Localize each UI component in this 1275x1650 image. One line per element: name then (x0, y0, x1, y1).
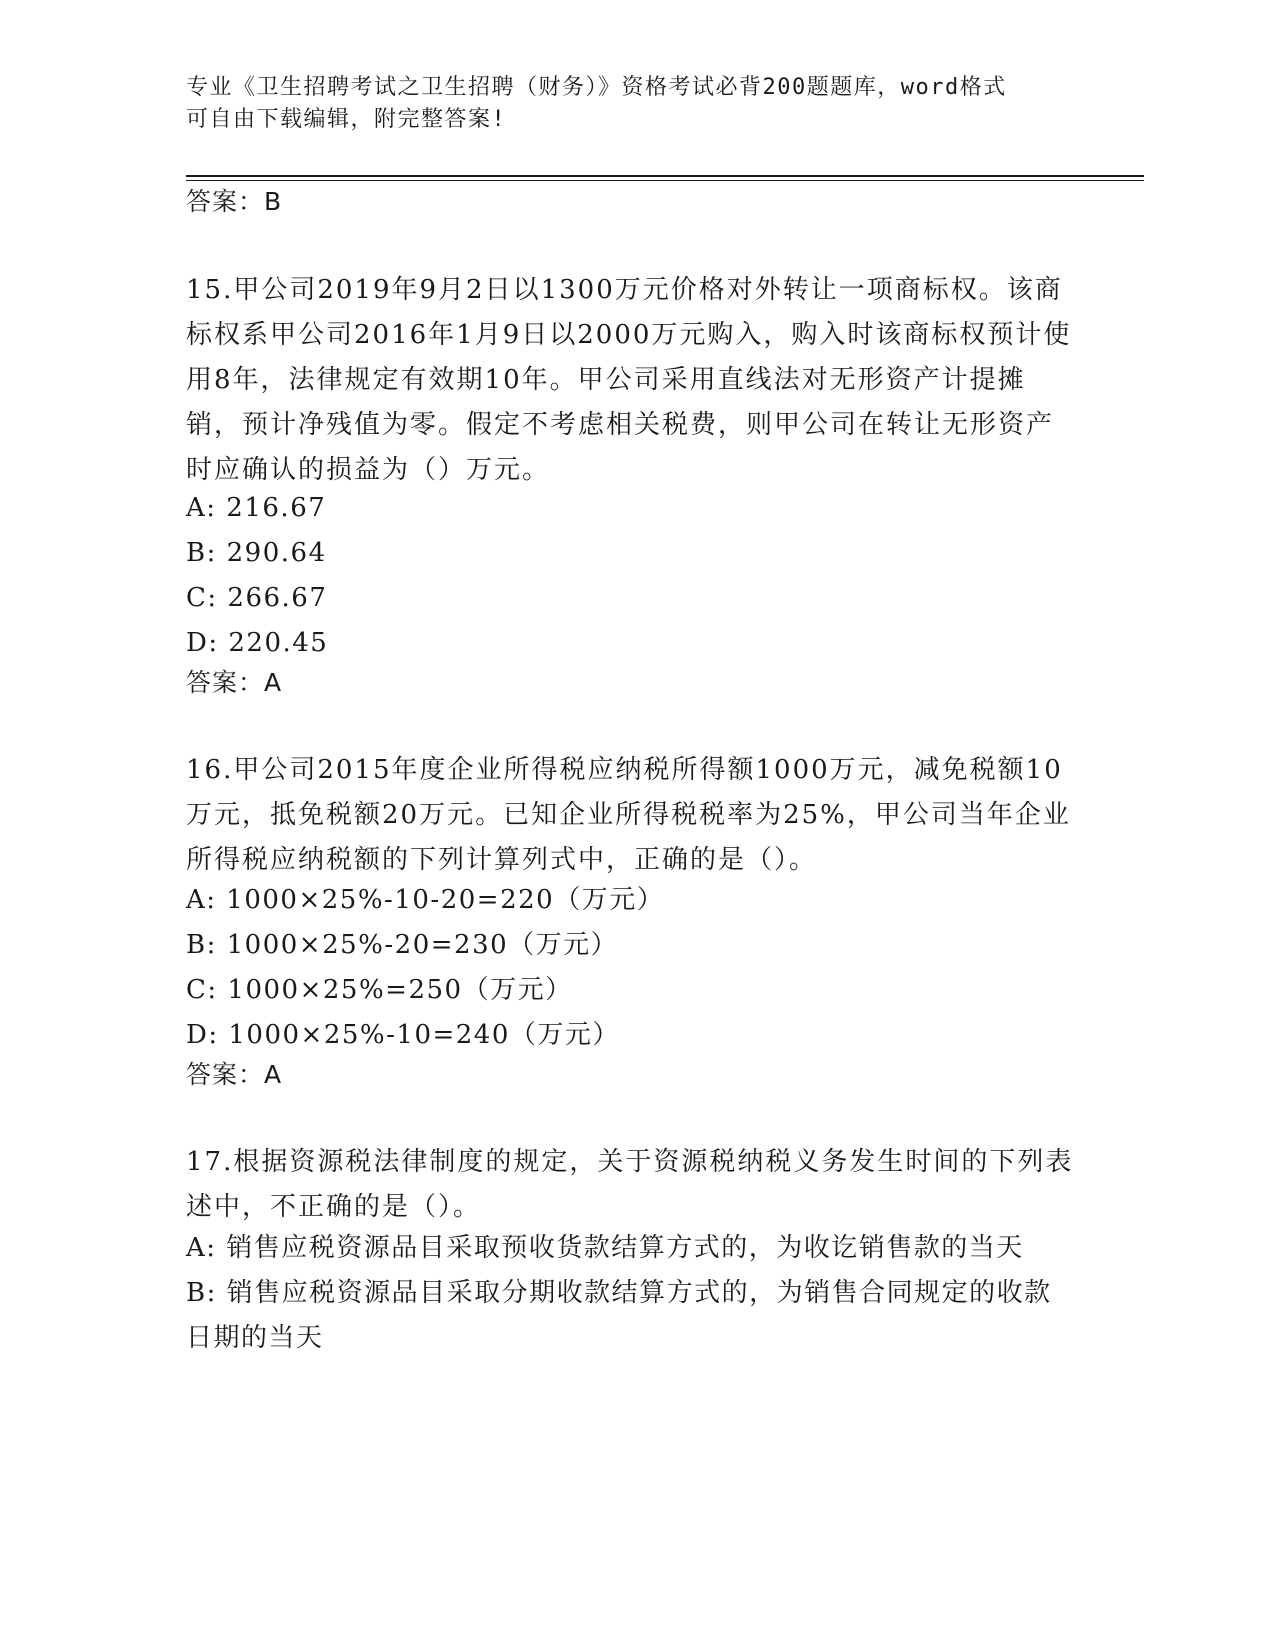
header-divider-thin (186, 180, 1144, 181)
question-16-option-b: B: 1000×25%-20=230（万元） (186, 930, 619, 960)
question-15-option-b: B: 290.64 (186, 538, 327, 568)
question-15-option-a: A: 216.67 (186, 493, 327, 523)
previous-question-answer: 答案：B (186, 187, 283, 216)
question-16-option-d: D: 1000×25%-10=240（万元） (186, 1020, 620, 1050)
question-15-option-d: D: 220.45 (186, 628, 329, 658)
question-17-option-a: A: 销售应税资源品目采取预收货款结算方式的，为收讫销售款的当天 (186, 1233, 1024, 1263)
header-title-line-1: 专业《卫生招聘考试之卫生招聘（财务）》资格考试必背200题题库，word格式 (186, 75, 1007, 100)
question-15-answer: 答案：A (186, 668, 283, 697)
question-16-option-a: A: 1000×25%-10-20=220（万元） (186, 885, 665, 915)
question-16-answer: 答案：A (186, 1060, 283, 1089)
question-17-option-b: B: 销售应税资源品目采取分期收款结算方式的，为销售合同规定的收款日期的当天 (186, 1278, 1052, 1353)
document-header (186, 72, 1066, 136)
question-16-text: 16.甲公司2015年度企业所得税应纳税所得额1000万元，减免税额10万元，抵免税额20万元。已知企业所得税税率为25%，甲公司当年企业所得税应纳税额的下列计算列式中，正确的是（）。 (186, 755, 1071, 875)
question-15-text: 15.甲公司2019年9月2日以1300万元价格对外转让一项商标权。该商标权系甲公司2016年1月9日以2000万元购入，购入时该商标权预计使用8年，法律规定有效期10年。甲公司采用直线法对无形资产计提摊销，预计净残值为零。假定不考虑相关税费，则甲公司在转让无形资产时应确认的损益为（）万元。 (186, 275, 1072, 485)
question-17-text: 17.根据资源税法律制度的规定，关于资源税纳税义务发生时间的下列表述中，不正确的是（）。 (186, 1147, 1074, 1222)
question-16-option-c: C: 1000×25%=250（万元） (186, 975, 573, 1005)
question-16-options (186, 878, 1076, 1058)
header-divider-thick (186, 175, 1144, 177)
header-title-line-2: 可自由下载编辑，附完整答案! (186, 107, 507, 132)
question-15-option-c: C: 266.67 (186, 583, 328, 613)
question-15-options (186, 486, 1076, 666)
question-17-options (186, 1226, 1076, 1361)
